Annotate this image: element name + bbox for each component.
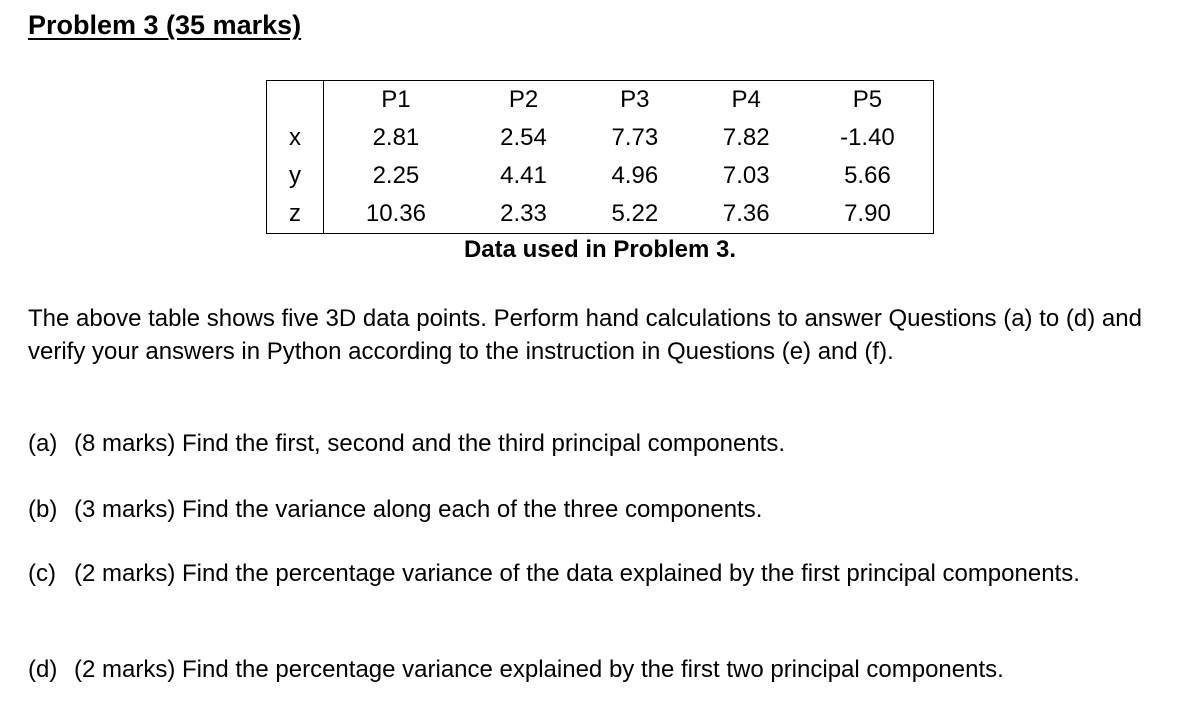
table-cell: 5.66 (844, 162, 891, 189)
table-cell: 7.03 (722, 162, 770, 189)
table-cell: -1.40 (840, 124, 895, 151)
question-label: (a) (28, 430, 58, 457)
table-cell: 10.36 (365, 200, 426, 227)
table-cell: 7.82 (722, 124, 770, 151)
row-label-y: y (267, 157, 324, 195)
table-cell: 7.36 (722, 200, 770, 227)
table-corner-cell (267, 81, 324, 120)
question-label: (b) (28, 496, 58, 523)
question-a (28, 428, 1174, 460)
table-cell: 4.41 (500, 162, 547, 189)
table-cell: 7.90 (844, 200, 891, 227)
column-header-p2: P2 (508, 86, 539, 113)
question-d (28, 654, 1174, 686)
column-header-p5: P5 (852, 86, 883, 113)
question-label: (d) (28, 656, 58, 683)
table-cell: 2.33 (500, 200, 547, 227)
row-label-x: x (267, 119, 324, 157)
table-caption: Data used in Problem 3. (463, 236, 737, 263)
data-table (266, 80, 934, 234)
intro-paragraph: The above table shows five 3D data points. Perform hand calculations to answer Questions (a) to (d) and verify your answers in Python according to the instruction in Questions (e) and (f). (28, 305, 1142, 365)
column-header-p1: P1 (381, 86, 411, 113)
table-row-y (267, 157, 934, 195)
problem-title: Problem 3 (35 marks) (28, 10, 302, 40)
column-header-p4: P4 (731, 86, 761, 113)
question-c (28, 558, 1174, 590)
table-row-z (267, 195, 934, 234)
table-cell: 4.96 (611, 162, 659, 189)
question-text: (3 marks) Find the variance along each of the three components. (74, 496, 763, 523)
row-label-z: z (267, 195, 324, 234)
question-b (28, 494, 1174, 526)
question-text: (2 marks) Find the percentage variance of the data explained by the first principal components. (74, 560, 1080, 587)
table-header-row (267, 81, 934, 120)
table-cell: 7.73 (611, 124, 659, 151)
table-cell: 5.22 (611, 200, 659, 227)
table-cell: 2.81 (372, 124, 420, 151)
question-label: (c) (28, 560, 56, 587)
question-text: (8 marks) Find the first, second and the third principal components. (74, 430, 785, 457)
table-row-x (267, 119, 934, 157)
table-cell: 2.54 (500, 124, 547, 151)
table-cell: 2.25 (372, 162, 420, 189)
column-header-p3: P3 (620, 86, 650, 113)
question-text: (2 marks) Find the percentage variance explained by the first two principal components. (74, 656, 1004, 683)
